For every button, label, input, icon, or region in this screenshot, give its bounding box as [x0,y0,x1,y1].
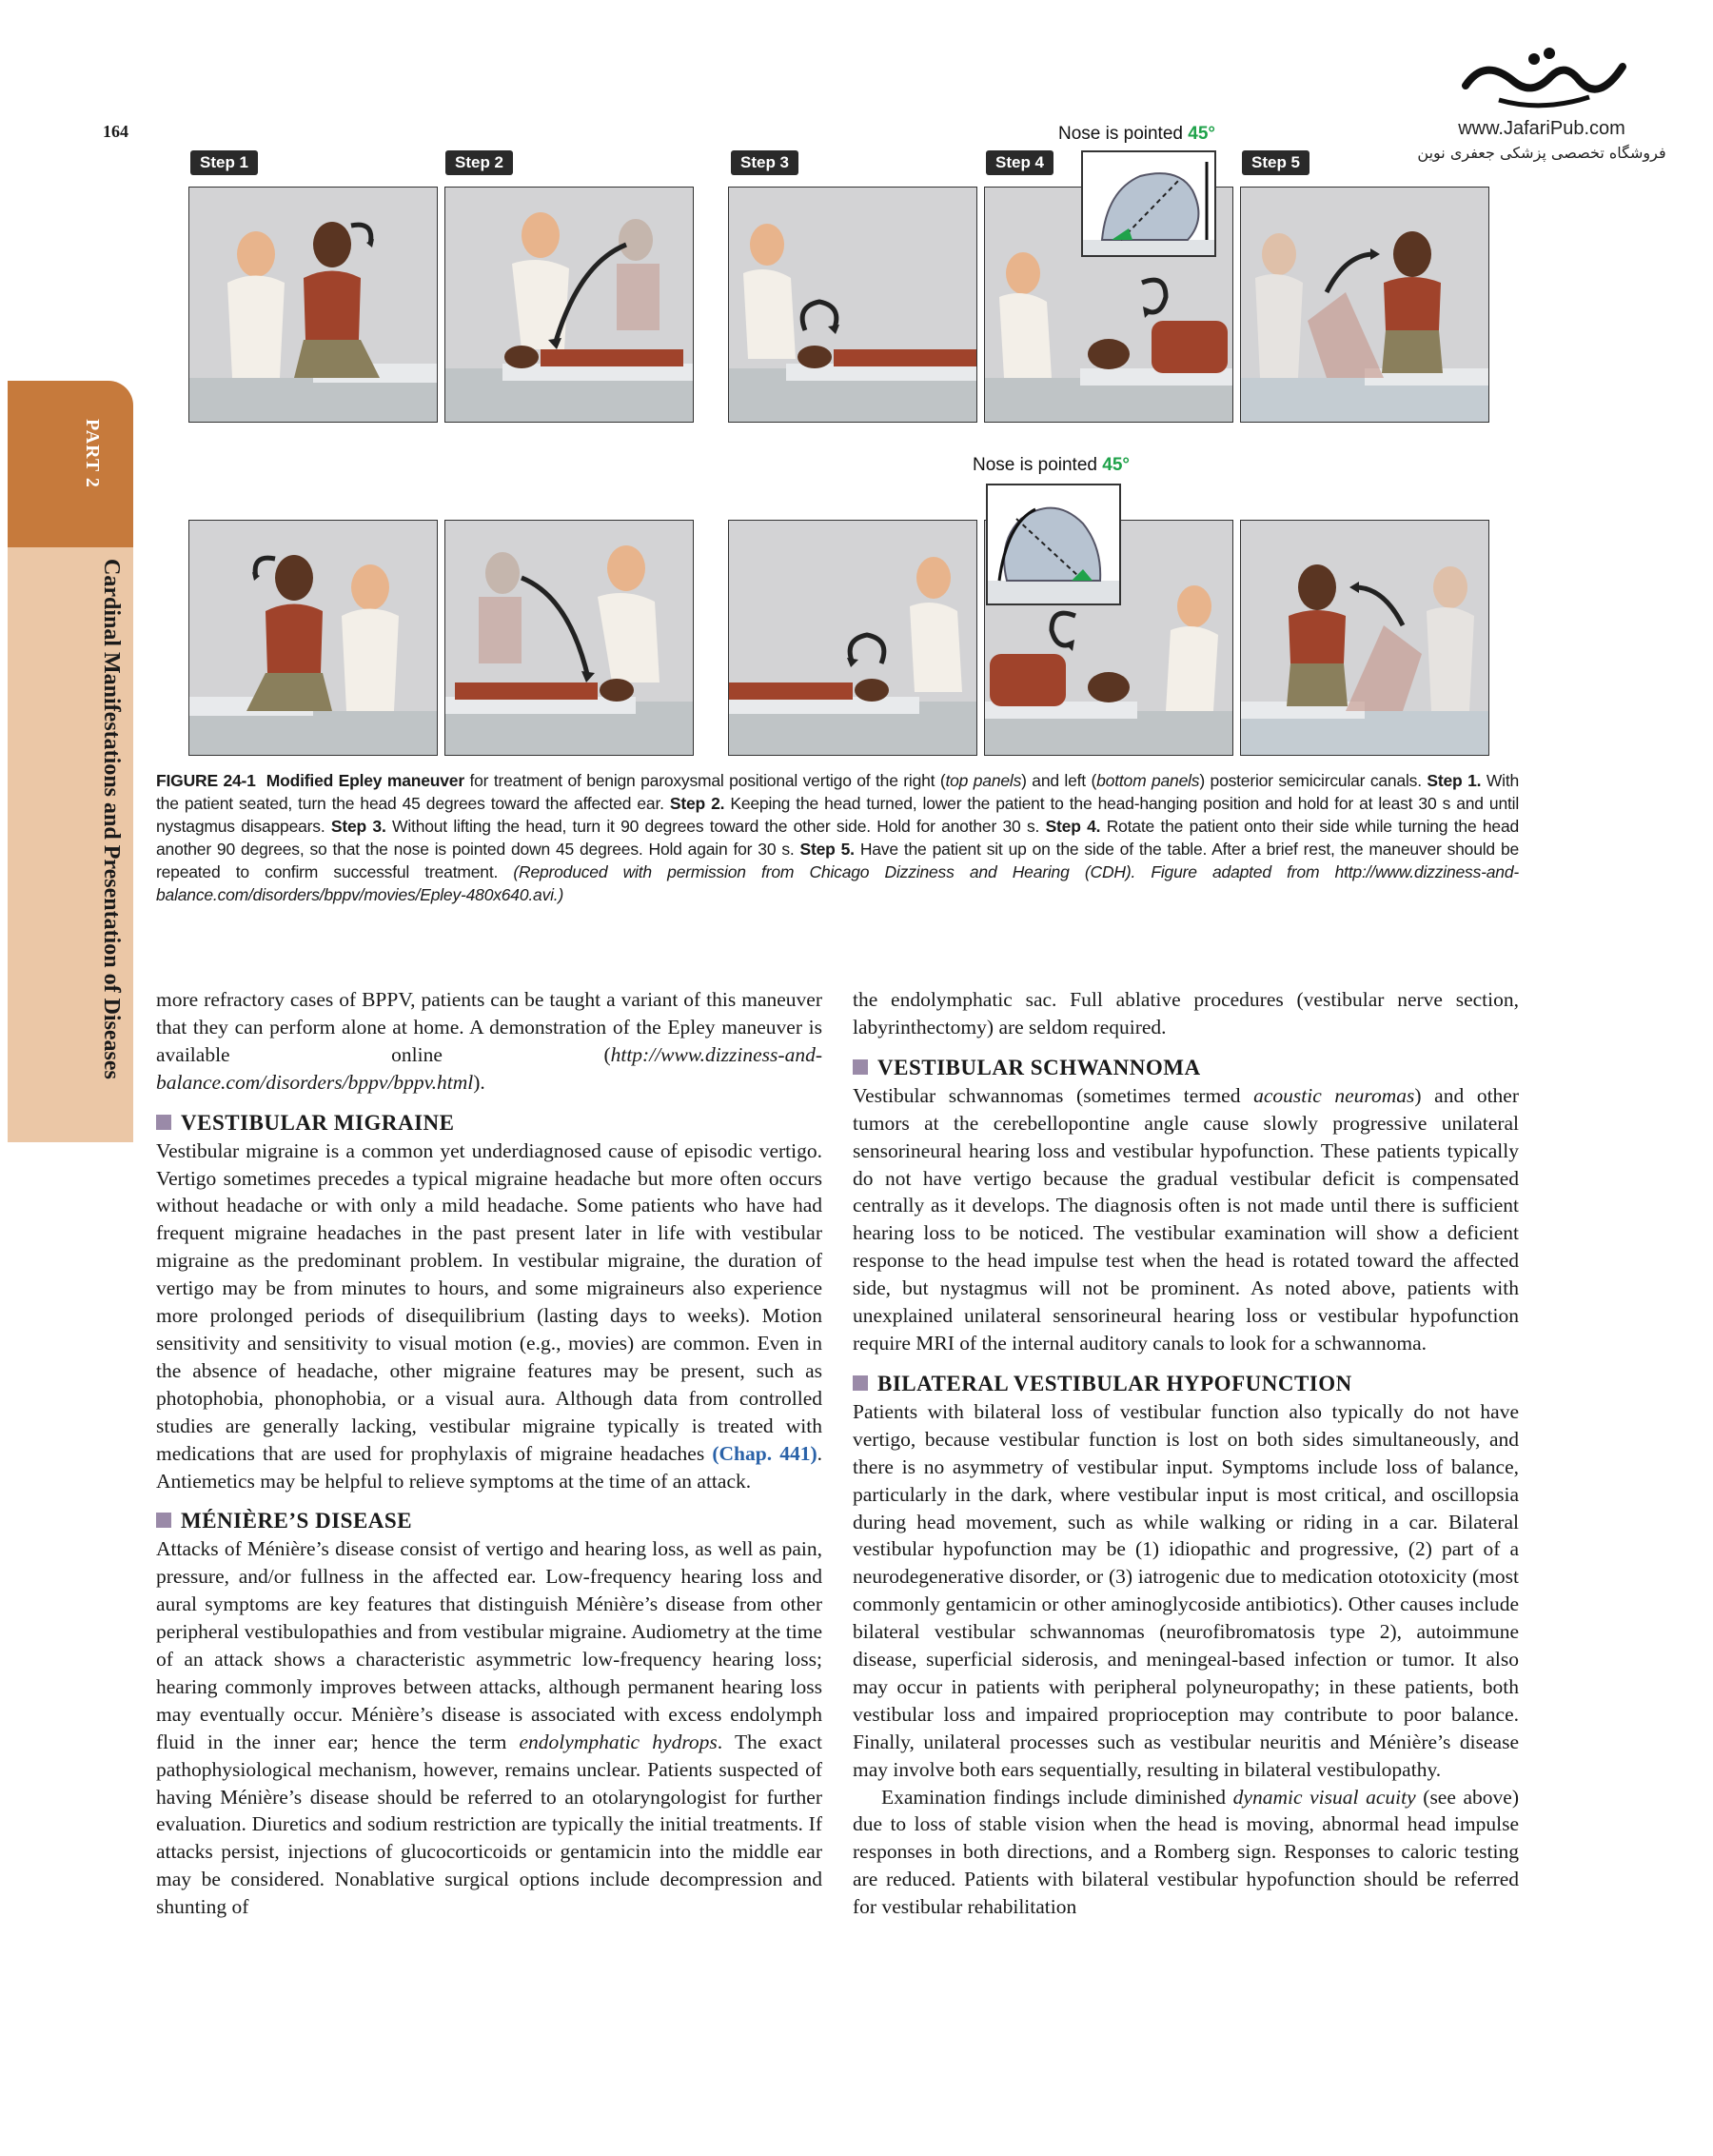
side-band [8,547,133,1142]
caption-text: Have the patient sit up on the side of the table. After a brief rest, the maneuver should be repeated to confirm successful treatment. [156,840,1520,881]
heading-text: VESTIBULAR MIGRAINE [181,1110,455,1135]
right-column [853,986,1519,1921]
figure-label: FIGURE 24-1 [156,771,256,790]
nose-label-text: Nose is pointed [1058,124,1183,144]
caption-text: for treatment of benign paroxysmal positional vertigo of the right ( [463,771,946,790]
section-title-vertical: Cardinal Manifestations and Presentation of Diseases [99,559,124,1079]
heading-text: MÉNIÈRE’S DISEASE [181,1509,413,1533]
paragraph [156,1137,822,1495]
panel-bottom-step3 [728,520,977,756]
head-angle-diagram-icon [1083,152,1214,255]
caption-step-label: Step 1. [1427,771,1482,790]
caption-text: ) posterior semicircular canals. [1199,771,1428,790]
step-label-5: Step 5 [1242,150,1309,175]
nose-angle-inset-top [1081,150,1216,257]
body-text: . The exact pathophysiological mechanism, however, remains unclear. Patients suspected of having Ménière’s disease should be referred to an otolaryngologist for further evaluation. Diuretics and sodium restriction are typically the initial treatments. If attacks persist, injections of glucocorticoids or gentamicin into the middle ear may be considered. Nonablative surgical options include decompression and shunting of [156,1730,822,1919]
caption-step-label: Step 2. [669,794,725,813]
body-emphasis: endolymphatic hydrops [519,1730,718,1753]
nose-label-top [1058,124,1215,145]
heading-bullet-icon [156,1513,171,1528]
page-number: 164 [103,122,128,141]
publisher-logo [1399,38,1684,190]
body-text: ) and other tumors at the cerebellopontine angle cause slowly progressive unilateral sensorineural hearing loss and vestibular hypofunction. These patients typically do not have vertigo because the gradual vestibular deficit is compensated centrally as it develops. The diagnosis often is not made until there is sufficient hearing loss to be noticed. The vestibular examination will show a deficient response to the head impulse test when the head is rotated toward the affected side, but nystagmus will not be prominent. As noted above, patients with unexplained unilateral sensorineural hearing loss or vestibular hypofunction require MRI of the internal auditory canals to look for a schwannoma. [853,1083,1519,1355]
head-angle-diagram-left-icon [988,485,1119,603]
step-label-1: Step 1 [190,150,258,175]
body-text: Examination findings include diminished [881,1785,1233,1809]
heading-bullet-icon [156,1115,171,1130]
illustration-seated-head-turn [189,188,437,422]
illustration-head-turn-other-left [729,521,976,755]
body-emphasis: acoustic neuromas [1253,1083,1415,1107]
panel-top-step3 [728,187,977,423]
side-tab-part [8,381,133,547]
nose-label-bottom [973,455,1130,476]
heading-bullet-icon [853,1375,868,1391]
panel-bottom-step5 [1240,520,1489,756]
paragraph [853,1784,1519,1922]
caption-text: Keeping the head turned, lower the patient to the head-hanging position and hold for at least 30 s and until nystagmus disappears. [156,794,1520,836]
caption-text: ) and left ( [1021,771,1097,790]
paragraph: Patients with bilateral loss of vestibular function also typically do not have vertigo, because vestibular function is lost on both sides simultaneously, and there is no asymmetry of vestibular input. Symptoms include loss of balance, particularly in the dark, where vestibular input is most critical, and oscillopsia during head movement, such as while walking or riding in a car. Bilateral vestibular hypofunction may be (1) idiopathic and progressive, (2) part of a neurodegenerative disorder, or (3) iatrogenic due to medication ototoxicity (most commonly gentamicin or other aminoglycoside antibiotics). Other causes include bilateral vestibular schwannomas (neurofibromatosis type 2), autoimmune disease, superficial siderosis, and meningeal-based infection or tumor. It also may occur in patients with peripheral polyneuropathy; in these patients, both vestibular loss and impaired proprioception may contribute to poor balance. Finally, unilateral processes such as vestibular neuritis and Ménière’s disease may involve both ears sequentially, resulting in bilateral vestibulopathy. [853,1399,1519,1781]
illustration-sit-up-left [1241,521,1488,755]
caption-emphasis: top panels [945,771,1022,790]
epley-url-link[interactable]: http://www.dizziness-and-balance.com/disorders/bppv/bppv.html [156,1042,822,1094]
nose-angle-inset-bottom [986,484,1121,605]
heading-text: VESTIBULAR SCHWANNOMA [877,1055,1201,1079]
caption-text: Rotate the patient onto their side while turning the head another 90 degrees, so that the nose is pointed down 45 degrees. Hold again for 30 s. [156,817,1520,859]
nose-angle: 45° [1102,455,1130,475]
illustration-sit-up [1241,188,1488,422]
part-label: PART 2 [82,419,103,488]
publisher-shop-name: فروشگاه تخصصی پزشکی جعفری نوین [1417,144,1666,162]
body-text: . Antiemetics may be helpful to relieve symptoms at the time of an attack. [156,1441,822,1493]
panel-bottom-step1 [188,520,438,756]
body-text: (see above) due to loss of stable vision when the head is moving, abnormal head impulse responses in both directions, and a Romberg sign. Responses to caloric testing are reduced. Patients with bilateral vestibular hypofunction should be referred for vestibular rehabilitation [853,1785,1520,1919]
paragraph [156,1535,822,1921]
caption-step-label: Step 5. [799,840,855,859]
paragraph [853,1082,1519,1357]
illustration-head-hanging [445,188,693,422]
publisher-url[interactable]: www.JafariPub.com [1458,118,1625,139]
panel-bottom-step2 [444,520,694,756]
caption-emphasis: bottom panels [1096,771,1200,790]
illustration-head-hanging-left [445,521,693,755]
step-label-4: Step 4 [986,150,1053,175]
illustration-seated-head-turn-left [189,521,437,755]
caption-text: Without lifting the head, turn it 90 degrees toward the other side. Hold for another 30 s. [385,817,1046,836]
heading-menieres-disease [156,1507,822,1535]
body-text: more refractory cases of BPPV, patients can be taught a variant of this maneuver that they can perform alone at home. A demonstration of the Epley maneuver is available online ( [156,988,822,1066]
publisher-logo-icon [1447,38,1637,114]
caption-step-label: Step 3. [330,817,386,836]
paragraph: the endolymphatic sac. Full ablative procedures (vestibular nerve section, labyrinthectomy) are seldom required. [853,988,1519,1038]
panel-top-step2 [444,187,694,423]
heading-bullet-icon [853,1059,868,1075]
figure-caption [156,769,1519,906]
caption-step-label: Step 4. [1045,817,1101,836]
paragraph [156,986,822,1097]
heading-vestibular-migraine [156,1109,822,1137]
heading-text: BILATERAL VESTIBULAR HYPOFUNCTION [877,1371,1352,1395]
heading-bilateral-vestibular-hypofunction [853,1370,1519,1398]
figure-title: Modified Epley maneuver [266,771,464,790]
nose-angle: 45° [1188,124,1215,144]
body-text: Vestibular migraine is a common yet underdiagnosed cause of episodic vertigo. Vertigo sometimes precedes a typical migraine headache but more often occurs without headache or with only a mild headache. Some patients who have had frequent migraine headaches in the past present later in life with vestibular migraine as the predominant problem. In vestibular migraine, the duration of vertigo may be from minutes to hours, and some migraineurs also experience more prolonged periods of disequilibrium (lasting days to weeks). Motion sensitivity and sensitivity to visual motion (e.g., movies) are common. Even in the absence of headache, other migraine features may be present, such as photophobia, phonophobia, or a visual aura. Although data from controlled studies are generally lacking, vestibular migraine typically is treated with medications that are used for prophylaxis of migraine headaches [156,1138,822,1465]
panel-top-step5 [1240,187,1489,423]
caption-text: With the patient seated, turn the head 45 degrees toward the affected ear. [156,771,1520,813]
body-text: ). [473,1070,485,1094]
illustration-head-turn-other [729,188,976,422]
heading-vestibular-schwannoma [853,1054,1519,1082]
left-column [156,986,822,1921]
panel-top-step1 [188,187,438,423]
body-emphasis: dynamic visual acuity [1232,1785,1416,1809]
nose-label-text: Nose is pointed [973,455,1097,475]
body-text: Vestibular schwannomas (sometimes termed [853,1083,1254,1107]
step-label-3: Step 3 [731,150,798,175]
chapter-link[interactable]: (Chap. 441) [712,1441,817,1465]
caption-credit: (Reproduced with permission from Chicago Dizziness and Hearing (CDH). Figure adapted from http://www.dizziness-and-balance.com/disorders/bppv/movies/Epley-480x640.avi.) [156,862,1519,904]
body-text: Attacks of Ménière’s disease consist of vertigo and hearing loss, as well as pain, pressure, and/or fullness in the affected ear. Low-frequency hearing loss and aural symptoms are key features that distinguish Ménière’s disease from other peripheral vestibulopathies and from vestibular migraine. Audiometry at the time of an attack shows a characteristic asymmetric low-frequency hearing loss; hearing commonly improves between attacks, although permanent hearing loss may eventually occur. Ménière’s disease is associated with excess endolymph fluid in the inner ear; hence the term [156,1537,822,1753]
step-label-2: Step 2 [445,150,513,175]
